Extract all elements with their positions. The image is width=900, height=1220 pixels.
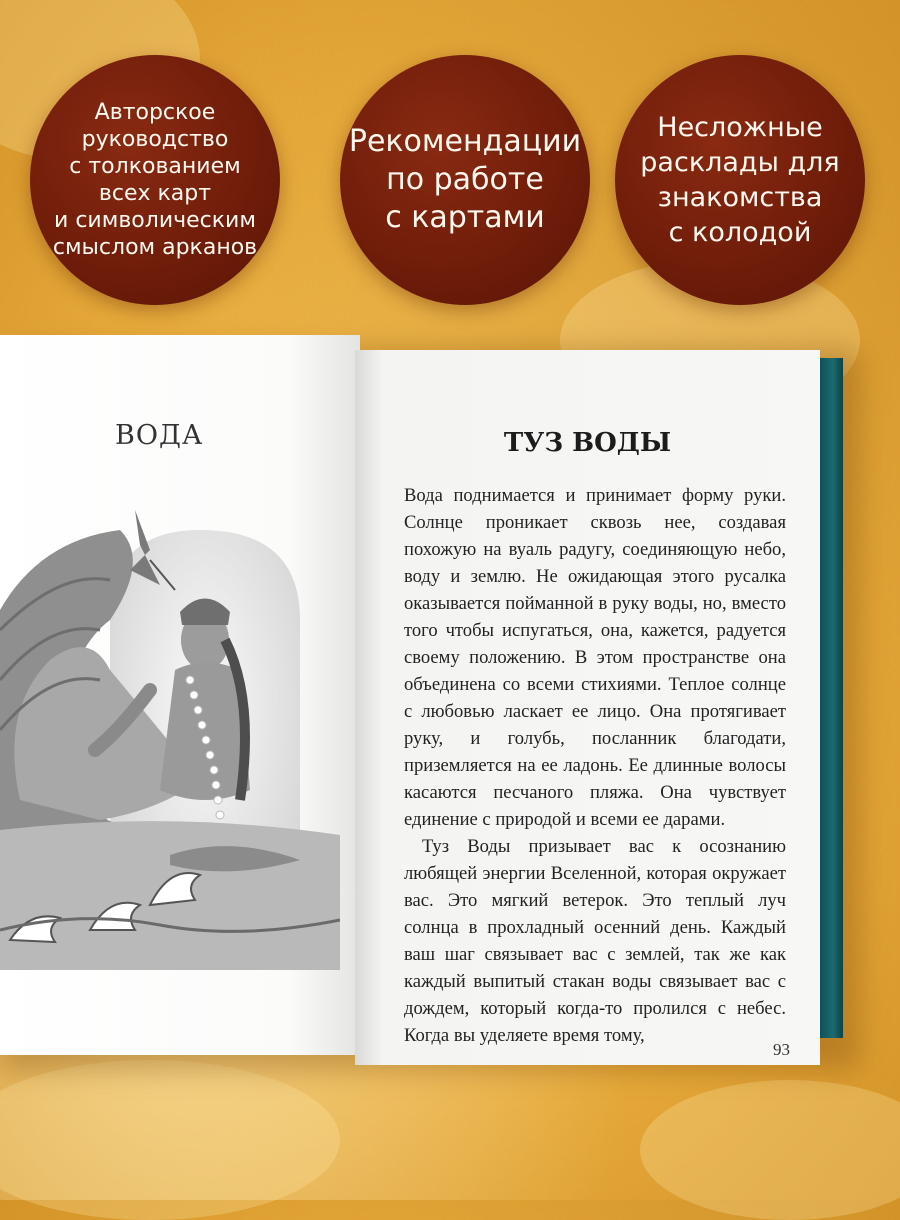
card-title: ТУЗ ВОДЫ — [503, 428, 672, 458]
background-pattern — [640, 1080, 900, 1220]
paragraph: Туз Воды призывает вас к осознанию любящей энергии Вселенной, которая окружает вас. Это мягкий ветерок. Это теплый луч солнца в прохладный осенний день. Каждый ваш шаг связывает вас с землей, так же как каждый выпитый стакан воды связывает вас с дождем, который когда-то пролился с небес. Когда вы уделяете время тому, — [404, 836, 786, 1046]
page-number: 93 — [773, 1040, 790, 1059]
feature-badge-text: Несложные расклады для знакомства с колодой — [640, 112, 840, 248]
feature-badge-recommendations — [340, 55, 590, 305]
feature-badge-text: Авторское руководство с толкованием всех карт и символическим смыслом арканов — [52, 100, 258, 260]
card-description — [404, 482, 786, 1049]
paragraph: Вода поднимается и принимает форму руки. Солнце проникает сквозь нее, создавая похожую на вуаль радугу, соединяющую небо, воду и землю. Не ожидающая этого русалка оказывается пойманной в руку воды, но, вместо того чтобы испугаться, она, кажется, радуется своему положению. В этом пространстве она объединена со всеми стихиями. Теплое солнце с любовью ласкает ее лицо. Она протягивает руку, и голубь, посланник благодати, приземляется на ее ладонь. Ее длинные волосы касаются песчаного пляжа. Она чувствует единение с природой и всеми ее дарами. — [404, 485, 786, 830]
section-title: ВОДА — [115, 420, 204, 451]
background-pattern — [0, 1060, 340, 1220]
mermaid-illustration — [0, 500, 340, 970]
feature-badge-guide — [30, 55, 280, 305]
feature-badge-text: Рекомендации по работе с картами — [348, 124, 582, 235]
book-spine — [818, 358, 843, 1038]
feature-badge-spreads — [615, 55, 865, 305]
